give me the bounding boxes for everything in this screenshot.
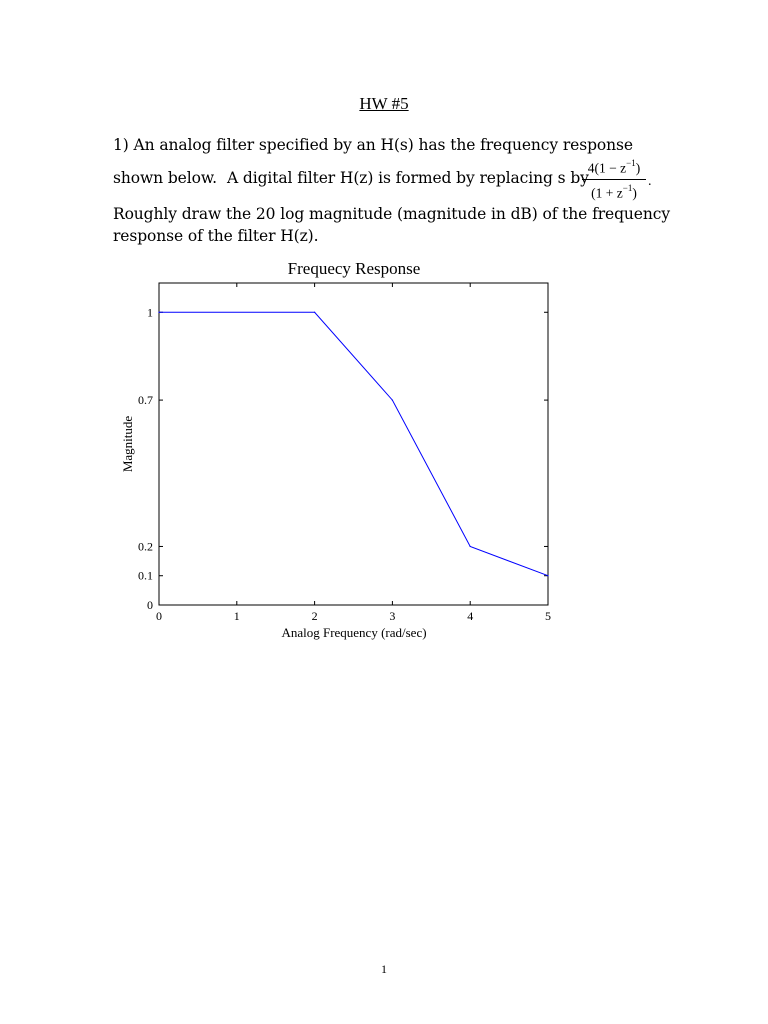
y-tick-label: 0.2: [138, 539, 153, 554]
fraction-denominator: $(1 + z^{-1})$: [591, 182, 637, 200]
axis-ticks: [159, 283, 548, 605]
y-tick-label: 0.1: [138, 568, 153, 583]
data-point: [158, 312, 159, 313]
data-point: [392, 399, 393, 400]
page-number: 1: [381, 962, 387, 976]
y-axis-label: Magnitude: [120, 415, 135, 473]
data-point: [314, 312, 315, 313]
series-points: [158, 312, 548, 577]
x-tick-label: 1: [233, 609, 240, 623]
y-tick-label: 0: [147, 598, 153, 612]
page-title: HW #5: [359, 94, 409, 113]
y-tick-labels: [138, 305, 153, 612]
magnitude-series-line: [159, 312, 548, 575]
question-line-4: response of the filter H(z).: [113, 227, 319, 245]
plot-area: [159, 283, 548, 605]
frequency-response-chart: [110, 250, 570, 650]
question-line-3: Roughly draw the 20 log magnitude (magnitude in dB) of the frequency: [113, 205, 670, 223]
x-tick-label: 4: [467, 609, 474, 623]
x-tick-label: 5: [545, 609, 551, 623]
y-tick-label: 1: [147, 305, 153, 320]
question-line-2: [113, 169, 589, 187]
question-line-2b: A digital filter H(z) is formed by replacing s by: [227, 169, 589, 187]
x-axis-label: Analog Frequency (rad/sec): [281, 625, 427, 640]
bilinear-transform-fraction: [582, 156, 652, 201]
fraction-bar: [582, 179, 646, 180]
question-line-2a: shown below.: [113, 169, 217, 187]
x-tick-labels: [156, 609, 551, 623]
fraction-numerator: $4(1 - z^{-1})$: [587, 158, 641, 176]
y-tick-label: 0.7: [138, 393, 153, 408]
chart-title: Frequecy Response: [287, 259, 421, 278]
fraction-period: .: [648, 174, 652, 189]
x-tick-label: 3: [389, 609, 396, 623]
x-tick-label: 2: [311, 609, 318, 623]
data-point: [547, 575, 548, 576]
x-tick-label: 0: [156, 609, 162, 623]
data-point: [470, 546, 471, 547]
question-line-1: 1) An analog filter specified by an H(s) has the frequency response: [113, 136, 633, 154]
